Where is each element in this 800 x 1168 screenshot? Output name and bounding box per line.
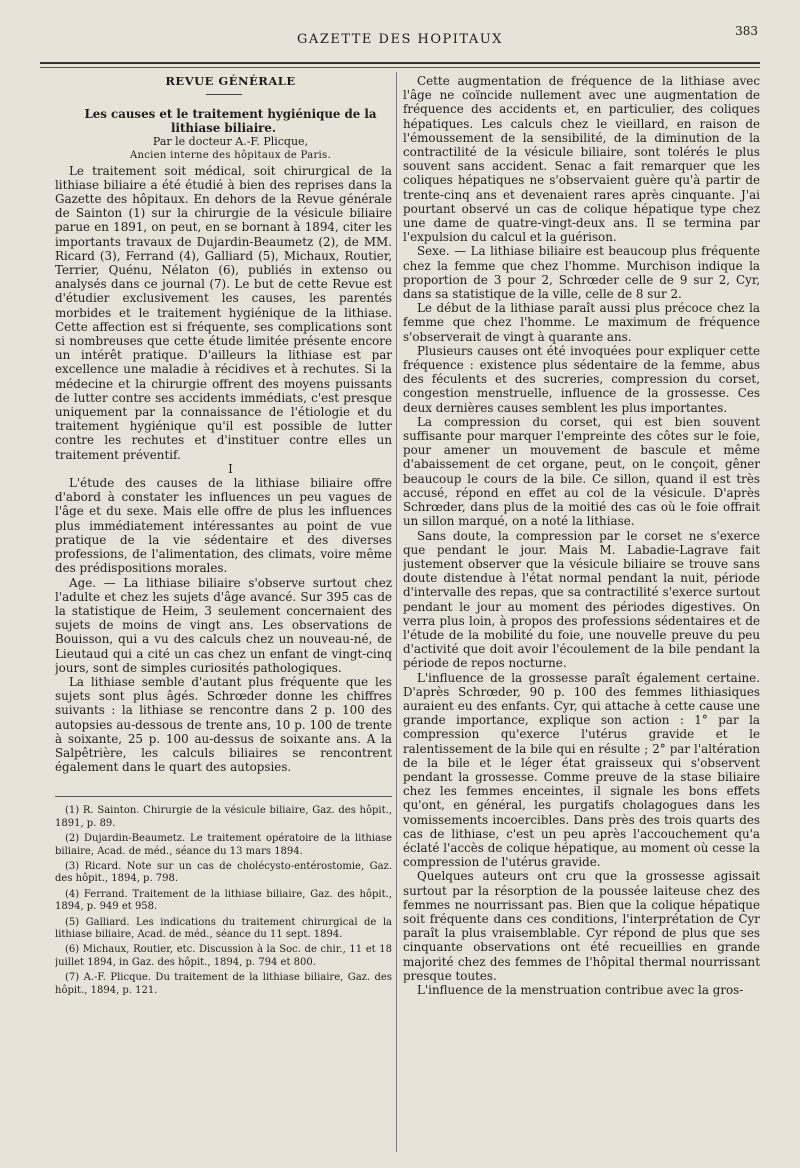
paragraph: L'influence de la menstruation contribue avec la gros- [417,983,744,997]
paragraph: La lithiase semble d'autant plus fréquente que les sujets sont plus âgés. Schrœder donne les chiffres suivants : la lithiase se rencontre dans 2 p. 100 des autopsies au-dessous de trente ans, 10 p. 100 de trente à soixante, 25 p. 100 au-dessus de soixante ans. A la Salpêtrière, les calculs biliaires se rencontrent également dans le quart des autopsies. [55,674,392,775]
paragraph: Cette augmentation de fréquence de la lithiase avec l'âge ne coïncide nullement avec une augmentation de fréquence des accidents et, en particulier, des coliques hépatiques. Les calculs chez le vieillard, en raison de l'émoussement de la sensibilité, de la diminution de la contractilité de la vésicule biliaire, sont tolérés le plus souvent sans accident. Senac a fait remarquer que les coliques hépatiques ne s'observaient guère qu'à partir de trente-cinq ans et devenaient rares après cinquante. J'ai pourtant observé un cas de colique hépatique type chez une dame de quatre-vingt-deux ans. Il se termina par l'expulsion du calcul et la guérison. [403,74,760,245]
paragraph: Le traitement soit médical, soit chirurgical de la lithiase biliaire a été étudié à bien des reprises dans la Gazette des hôpitaux. En dehors de la Revue générale de Sainton (1) sur la chirurgie de la vésicule biliaire parue en 1891, on peut, en se bornant à 1894, citer les importants travaux de Dujardin-Beaumetz (2), de MM. Ricard (3), Ferrand (4), Galliard (5), Michaux, Routier, Terrier, Quénu, Nélaton (6), publiés in extenso ou analysés dans ce journal (7). Le but de cette Revue est d'étudier exclusivement les causes, les parentés morbides et le traitement hygiénique de la lithiase. Cette affection est si fréquente, ses complications sont si nombreuses que cette étude limitée présente encore un intérêt pratique. D'ailleurs la lithiase est par excellence une maladie à récidives et à rechutes. Si la médecine et la chirurgie offrent des moyens puissants de lutter contre ses accidents immédiats, c'est presque uniquement par la connaissance de l'étiologie et du traitement hygiénique qu'il est possible de lutter contre les rechutes et d'instituer contre elles un traitement préventif. [55,163,392,462]
footnote: (5) Galliard. Les indications du traitement chirurgical de la lithiase biliaire, Acad. de méd., séance du 11 sept. 1894. [55,916,392,940]
paragraph: Le début de la lithiase paraît aussi plus précoce chez la femme que chez l'homme. Le maximum de fréquence s'observerait de vingt à quarante ans. [403,301,760,344]
page-header [40,18,760,58]
right-column [403,74,760,1154]
article-title: Les causes et le traitement hygiénique de la lithiase biliaire. [84,107,377,136]
author-line: Par le docteur A.-F. Plicque, [152,135,309,149]
paragraph: L'influence de la grossesse paraît également certaine. D'après Schrœder, 90 p. 100 des femmes lithiasiques auraient eu des enfants. Cyr, qui attache à cette cause une grande importance, explique son action : 1° par la compression qu'exerce l'utérus gravide et le ralentissement de la bile qui en résulte ; 2° par l'altération de la bile et le léger état graisseux qui s'observent pendant la grossesse. Comme preuve de la stase biliaire chez les femmes enceintes, il signale les bons effets qu'ont, en général, les purgatifs cholagogues dans les vomissements incoercibles. Dans près des trois quarts des cas de lithiase, c'est un peu après l'accouchement qu'a éclaté l'accès de colique hépatique, au moment où cesse la compression de l'utérus gravide. [403,670,760,870]
page-number: 383 [735,24,758,38]
footnotes [55,805,392,997]
paragraph: L'étude des causes de la lithiase biliaire offre d'abord à constater les influences un peu vagues de l'âge et du sexe. Mais elle offre de plus les influences plus immédiatement intéressantes au point de vue pratique de la vie sédentaire et des diverses professions, de l'alimentation, des climats, voire même des prédispositions morales. [55,476,392,576]
footnote: (6) Michaux, Routier, etc. Discussion à la Soc. de chir., 11 et 18 juillet 1894, in Gaz. des hôpit., 1894, p. 794 et 800. [55,944,392,968]
header-rule-thin [40,67,760,68]
footnote: (3) Ricard. Note sur un cas de cholécysto-entérostomie, Gaz. des hôpit., 1894, p. 798. [55,860,392,885]
left-column [55,74,392,1154]
footnote: (4) Ferrand. Traitement de la lithiase biliaire, Gaz. des hôpit., 1894, p. 949 et 958. [55,888,392,913]
rubric-rule [206,94,242,95]
paragraph: La compression du corset, qui est bien souvent suffisante pour marquer l'empreinte des côtes sur le foie, pour amener un mouvement de bascule et même d'abaissement de cet organe, peut, on le conçoit, gêner beaucoup le cours de la bile. Ce sillon, quand il est très accusé, répond en effet au col de la vésicule. D'après Schrœder, dans plus de la moitié des cas où le foie offrait un sillon marqué, on a noté la lithiase. [403,414,760,529]
column-divider [396,72,397,1152]
paragraph: Plusieurs causes ont été invoquées pour expliquer cette fréquence : existence plus sédentaire de la femme, abus des féculents et des sucreries, compression du corset, congestion menstruelle, influence de la grossesse. Ces deux dernières causes semblent les plus importantes. [403,343,760,415]
header-rule [40,62,760,64]
footnote: (7) A.-F. Plicque. Du traitement de la lithiase biliaire, Gaz. des hôpit., 1894, p. 121. [55,972,392,996]
section-number: I [228,461,233,476]
journal-title: GAZETTE DES HOPITAUX [297,32,503,47]
footnote: (1) R. Sainton. Chirurgie de la vésicule biliaire, Gaz. des hôpit., 1891, p. 89. [55,805,392,829]
section-rubric: REVUE GÉNÉRALE [165,74,296,88]
paragraph: Sexe. — La lithiase biliaire est beaucoup plus fréquente chez la femme que chez l'homme. Murchison indique la proportion de 3 pour 2, Schrœder celle de 9 sur 2, Cyr, dans sa statistique de la ville, celle de 8 sur 2. [403,244,760,302]
paragraph: Age. — La lithiase biliaire s'observe surtout chez l'adulte et chez les sujets d'âge avancé. Sur 395 cas de la statistique de Heim, 3 seulement concernaient des sujets de moins de vingt ans. Les observations de Bouisson, qui a vu des calculs chez un nouveau-né, de Lieutaud qui a cité un cas chez un enfant de vingt-cinq jours, sont de simples curiosités pathologiques. [55,575,392,675]
paragraph: Sans doute, la compression par le corset ne s'exerce que pendant le jour. Mais M. Labadie-Lagrave fait justement observer que la vésicule biliaire se trouve sans doute distendue à l'état normal pendant la nuit, période d'intervalle des repas, que sa contractilité s'exerce surtout pendant le jour au moment des périodes digestives. On verra plus loin, à propos des professions sédentaires et de l'étude de la mobilité du foie, une nouvelle preuve du peu d'activité que doit avoir l'écoulement de la bile pendant la période de repos nocturne. [403,528,760,671]
footnote-rule [55,796,392,797]
footnote: (2) Dujardin-Beaumetz. Le traitement opératoire de la lithiase biliaire, Acad. de méd., séance du 13 mars 1894. [55,833,392,857]
author-credential: Ancien interne des hôpitaux de Paris. [130,150,331,162]
paragraph: Quelques auteurs ont cru que la grossesse agissait surtout par la résorption de la poussée laiteuse chez des femmes ne nourrissant pas. Bien que la colique hépatique soit fréquente dans ces conditions, l'interprétation de Cyr paraît la plus vraisemblable. Cyr répond de plus que ses cinquante observations ont été recueillies en grande majorité chez des femmes de l'hôpital thermal nourrissant presque toutes. [403,869,760,983]
